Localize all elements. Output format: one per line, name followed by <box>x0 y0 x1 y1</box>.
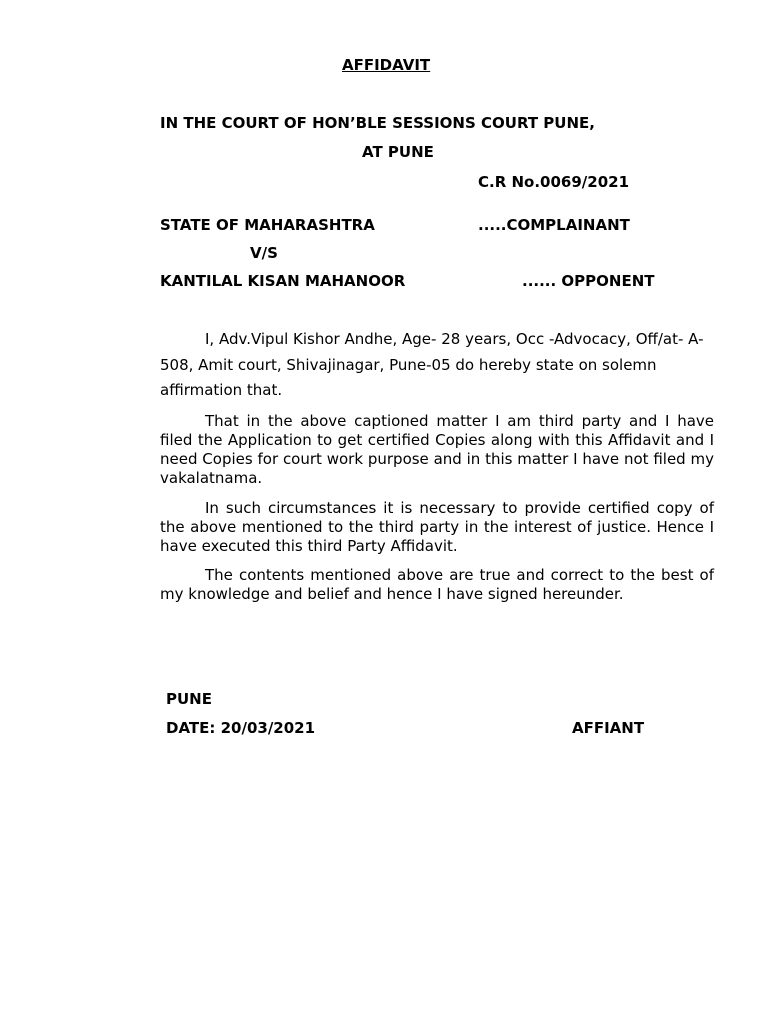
deponent-paragraph: I, Adv.Vipul Kishor Andhe, Age- 28 years, Occ -Advocacy, Off/at- A-508, Amit court, Shivajinagar, Pune-05 do hereby state on solemn affirmation that. <box>160 330 704 399</box>
statement-paragraph-2: In such circumstances it is necessary to provide certified copy of the above mentioned to the third party in the interest of justice. Hence I have executed this third Party Affidavit. <box>160 499 714 555</box>
place-label: PUNE <box>166 690 212 708</box>
court-location: AT PUNE <box>362 143 434 161</box>
statement-paragraph-1: That in the above captioned matter I am third party and I have filed the Application to get certified Copies along with this Affidavit and I need Copies for court work purpose and in this matter I have not filed my vakalatnama. <box>160 412 714 487</box>
date-label: DATE: 20/03/2021 <box>166 719 316 737</box>
complainant-role: .....COMPLAINANT <box>478 216 630 234</box>
opponent-name: KANTILAL KISAN MAHANOOR <box>160 272 406 290</box>
opponent-role: ...... OPPONENT <box>522 272 655 290</box>
document-title: AFFIDAVIT <box>342 56 431 74</box>
complainant-name: STATE OF MAHARASHTRA <box>160 216 375 234</box>
case-number: C.R No.0069/2021 <box>478 173 630 191</box>
affiant-label: AFFIANT <box>572 719 645 737</box>
statement-paragraph-3: The contents mentioned above are true and correct to the best of my knowledge and belief and hence I have signed hereunder. <box>160 566 714 603</box>
court-heading: IN THE COURT OF HON’BLE SESSIONS COURT PUNE, <box>160 114 595 132</box>
versus-label: V/S <box>250 244 278 262</box>
